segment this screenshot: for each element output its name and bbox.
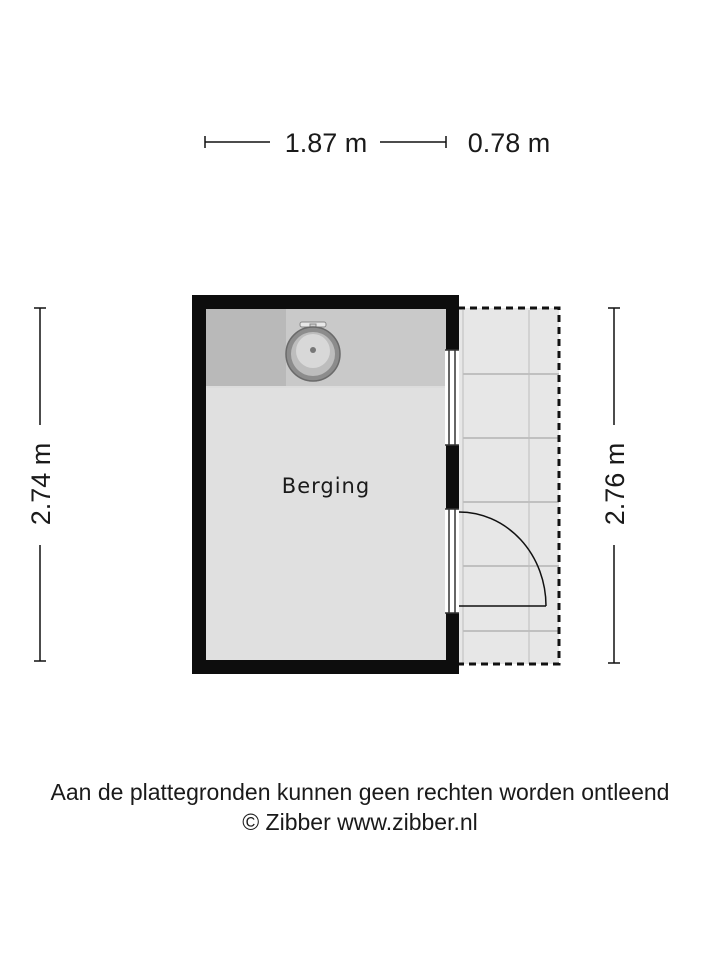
floor-corner-zone: [206, 309, 286, 386]
disclaimer-text: Aan de plattegronden kunnen geen rechten worden ontleend: [50, 779, 670, 805]
dimension-top-extension: 0.78 m: [467, 128, 551, 158]
room-label-berging: Berging: [281, 474, 371, 498]
dimension-right-height: 2.76 m: [600, 442, 630, 526]
left-dimension: [26, 308, 56, 661]
credit-text: © Zibber www.zibber.nl: [242, 809, 478, 835]
dimension-left-height: 2.74 m: [26, 442, 56, 526]
right-dimension: [600, 308, 630, 663]
top-dimension: [205, 128, 550, 158]
terrace-area: [458, 308, 559, 664]
dimension-top-width: 1.87 m: [284, 128, 368, 158]
